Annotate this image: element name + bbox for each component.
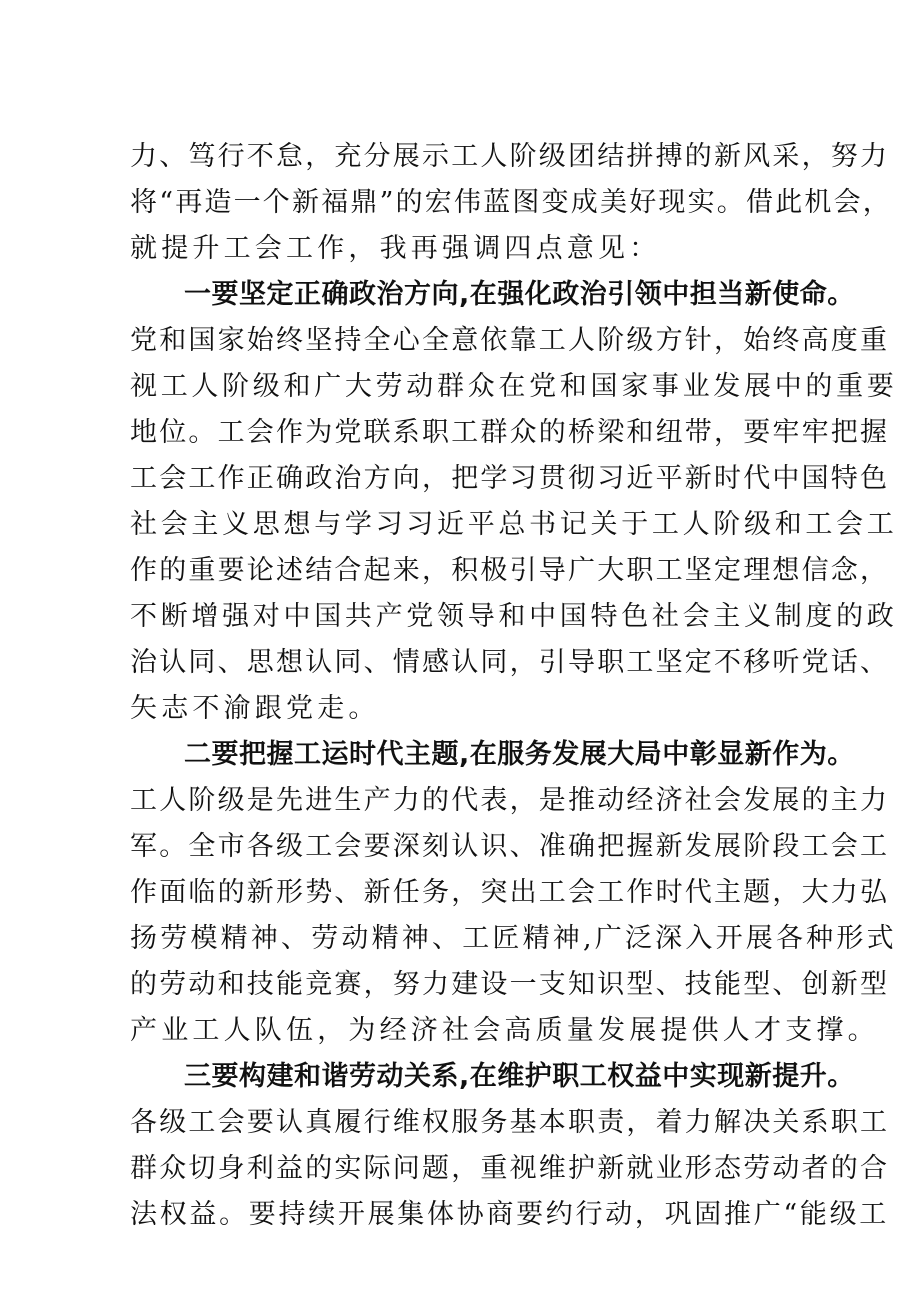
intro-line: 就提升工会工作，我再强调四点意见： <box>130 233 661 264</box>
point3-line: 各级工会要认真履行维权服务基本职责，着力解决关系职工 <box>130 1107 890 1138</box>
point2-line: 的劳动和技能竞赛，努力建设一支知识型、技能型、创新型 <box>130 969 890 1000</box>
point2-line: 工人阶级是先进生产力的代表，是推动经济社会发展的主力 <box>130 785 890 816</box>
point1-line: 视工人阶级和广大劳动群众在党和国家事业发展中的重要 <box>130 371 898 402</box>
point1-line: 地位。工会作为党联系职工群众的桥梁和纽带，要牢牢把握 <box>130 417 890 448</box>
point2-line: 产业工人队伍，为经济社会高质量发展提供人才支撑。 <box>130 1015 879 1046</box>
point1-line: 社会主义思想与学习习近平总书记关于工人阶级和工会工 <box>130 509 898 540</box>
intro-line: 将“再造一个新福鼎”的宏伟蓝图变成美好现实。借此机会， <box>130 187 893 218</box>
point1-line: 工会工作正确政治方向，把学习贯彻习近平新时代中国特色 <box>130 463 890 494</box>
point3-heading: 三要构建和谐劳动关系,在维护职工权益中实现新提升。 <box>184 1061 855 1092</box>
point3-line: 群众切身利益的实际问题，重视维护新就业形态劳动者的合 <box>130 1153 890 1184</box>
intro-line: 力、笃行不怠，充分展示工人阶级团结拼搏的新风采，努力 <box>130 141 890 172</box>
point1-line: 治认同、思想认同、情感认同，引导职工坚定不移听党话、 <box>130 647 890 678</box>
point2-heading: 二要把握工运时代主题,在服务发展大局中彰显新作为。 <box>184 739 855 770</box>
point1-line: 不断增强对中国共产党领导和中国特色社会主义制度的政 <box>130 601 898 632</box>
point2-line: 军。全市各级工会要深刻认识、准确把握新发展阶段工会工 <box>130 831 890 862</box>
point1-line: 作的重要论述结合起来，积极引导广大职工坚定理想信念， <box>130 555 890 586</box>
point2-line: 作面临的新形势、新任务，突出工会工作时代主题，大力弘 <box>130 877 890 908</box>
point1-line: 矢志不渝跟党走。 <box>130 693 380 724</box>
point1-line: 党和国家始终坚持全心全意依靠工人阶级方针，始终高度重 <box>130 325 890 356</box>
point1-heading: 一要坚定正确政治方向,在强化政治引领中担当新使命。 <box>184 279 855 310</box>
point2-line: 扬劳模精神、劳动精神、工匠精神,广泛深入开展各种形式 <box>130 923 897 954</box>
point3-line: 法权益。要持续开展集体协商要约行动，巩固推广“能级工 <box>130 1199 890 1230</box>
